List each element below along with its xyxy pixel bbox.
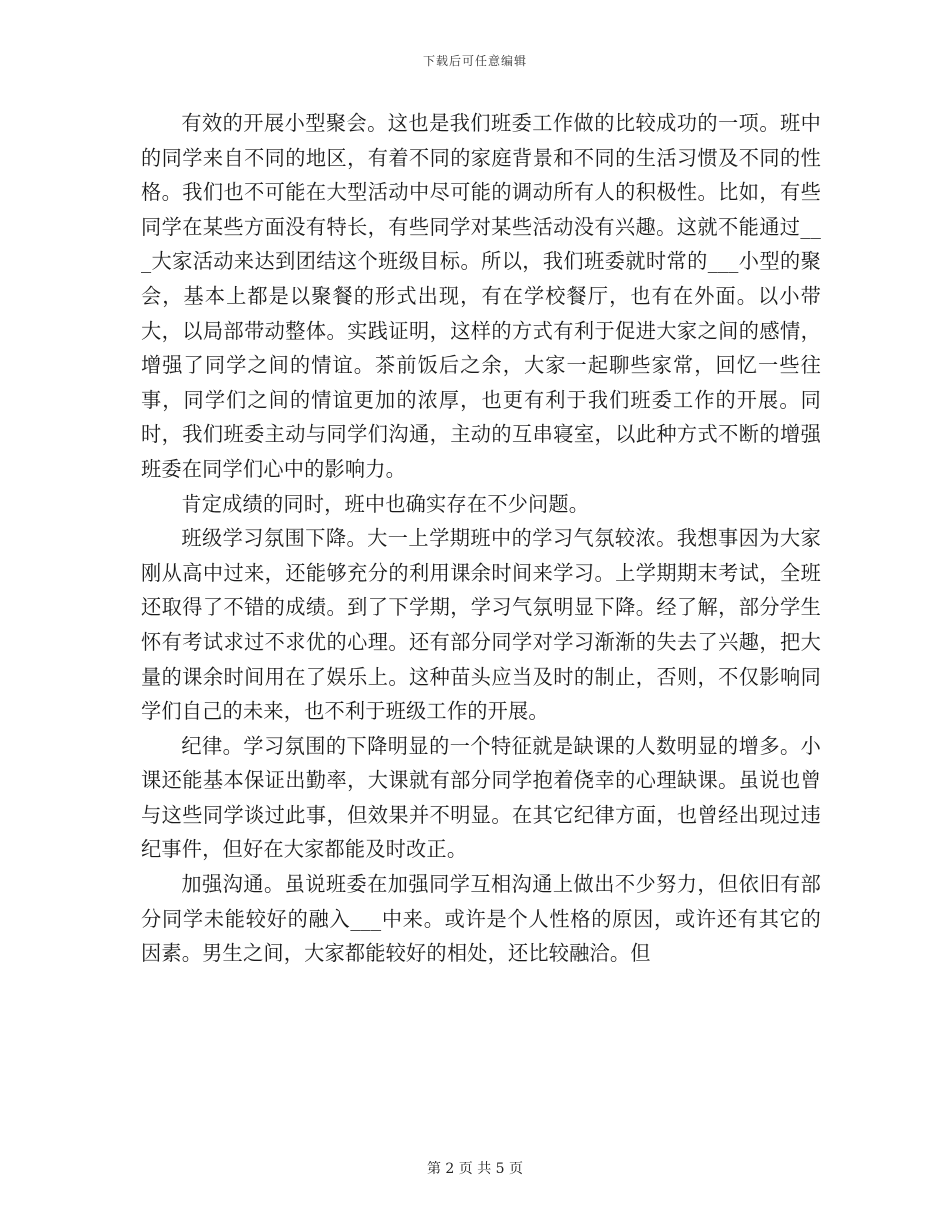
document-body [141, 106, 821, 971]
paragraph-problems-intro: 肯定成绩的同时，班中也确实存在不少问题。 [181, 491, 590, 516]
paragraph-study-atmosphere: 班级学习氛围下降。大一上学期班中的学习气氛较浓。我想事因为大家刚从高中过来，还能够充分的利用课余时间来学习。上学期期末考试，全班还取得了不错的成绩。到了下学期，学习气氛明显下降。经了解，部分学生怀有考试求过不求优的心理。还有部分同学对学习渐渐的失去了兴趣，把大量的课余时间用在了娱乐上。这种苗头应当及时的制止，否则，不仅影响同学们自己的未来，也不利于班级工作的开展。 [141, 526, 821, 724]
paragraph-communication: 加强沟通。虽说班委在加强同学互相沟通上做出不少努力，但依旧有部分同学未能较好的融入___中来。或许是个人性格的原因，或许还有其它的因素。男生之间，大家都能较好的相处，还比较融洽。但 [141, 872, 821, 966]
paragraph-discipline: 纪律。学习氛围的下降明显的一个特征就是缺课的人数明显的增多。小课还能基本保证出勤率，大课就有部分同学抱着侥幸的心理缺课。虽说也曾与这些同学谈过此事，但效果并不明显。在其它纪律方面，也曾经出现过违纪事件，但好在大家都能及时改正。 [141, 733, 821, 862]
page-header: 下载后可任意编辑 [422, 54, 527, 68]
paragraph-small-gatherings: 有效的开展小型聚会。这也是我们班委工作做的比较成功的一项。班中的同学来自不同的地区，有着不同的家庭背景和不同的生活习惯及不同的性格。我们也不可能在大型活动中尽可能的调动所有人的积极性。比如，有些同学在某些方面没有特长，有些同学对某些活动没有兴趣。这就不能通过___大家活动来达到团结这个班级目标。所以，我们班委就时常的___小型的聚会，基本上都是以聚餐的形式出现，有在学校餐厅，也有在外面。以小带大，以局部带动整体。实践证明，这样的方式有利于促进大家之间的感情，增强了同学之间的情谊。茶前饭后之余，大家一起聊些家常，回忆一些往事，同学们之间的情谊更加的浓厚，也更有利于我们班委工作的开展。同时，我们班委主动与同学们沟通，主动的互串寝室，以此种方式不断的增强班委在同学们心中的影响力。 [141, 111, 821, 481]
page-number: 第 2 页 共 5 页 [426, 1161, 524, 1177]
